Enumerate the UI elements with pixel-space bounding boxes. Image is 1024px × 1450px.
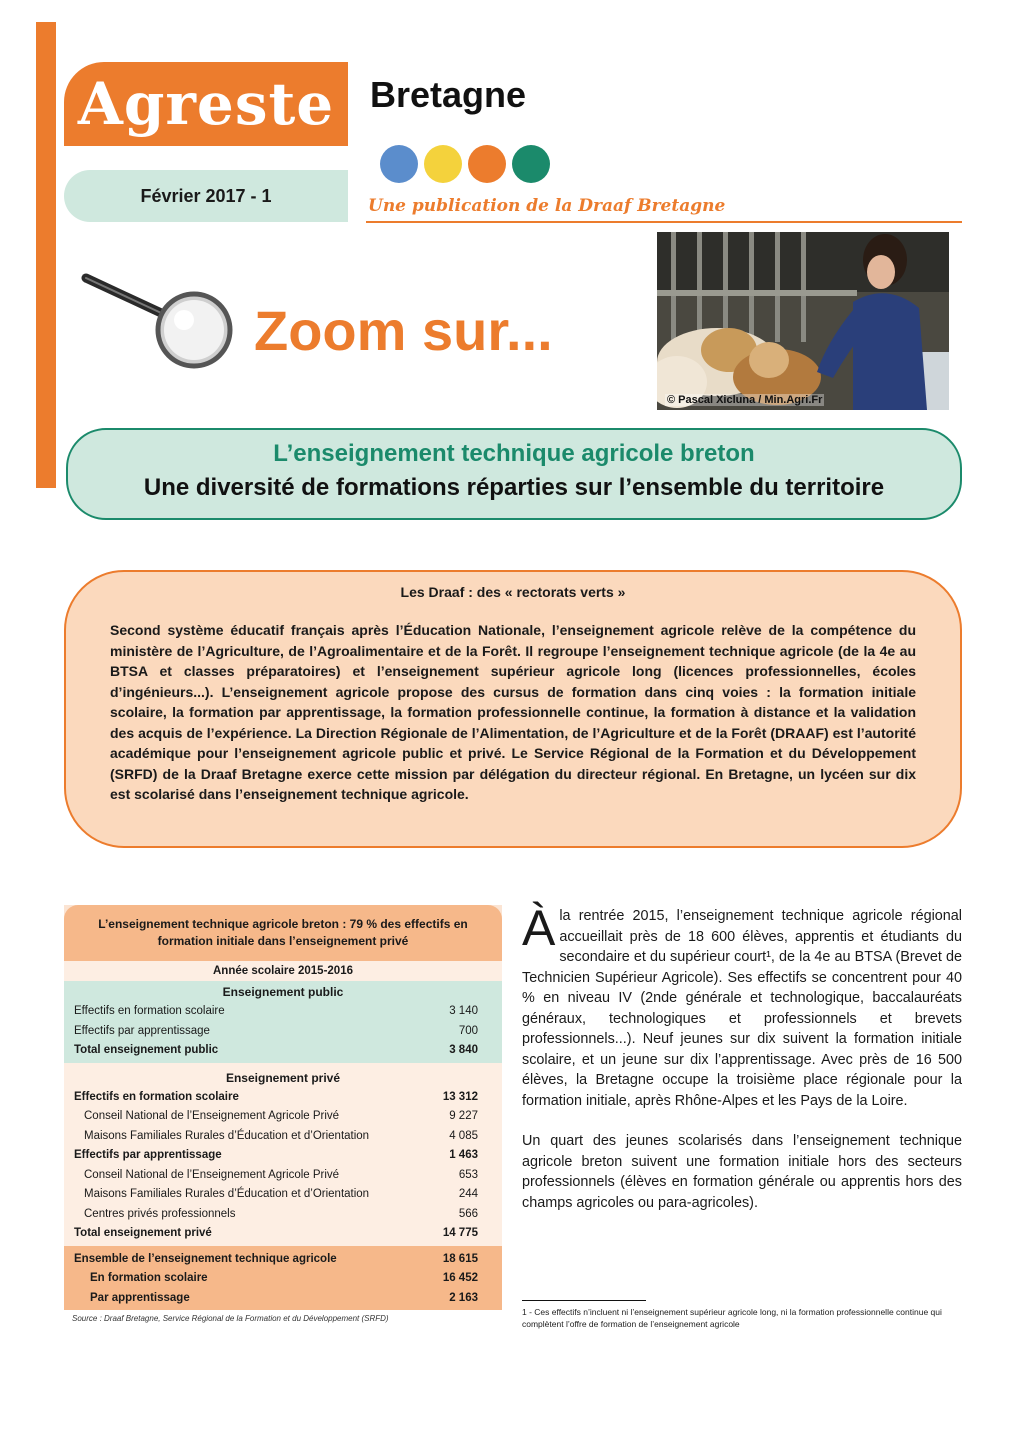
intro-box: [64, 570, 962, 848]
row-label: Maisons Familiales Rurales d’Éducation et d’Orientation: [84, 1188, 370, 1200]
row-label: Ensemble de l’enseignement technique agricole: [74, 1252, 337, 1265]
table-row: [64, 1166, 502, 1186]
table-row: [64, 1289, 502, 1309]
row-label: Effectifs par apprentissage: [74, 1024, 210, 1037]
table-row: [64, 1269, 502, 1289]
row-value: 700: [458, 1024, 478, 1037]
row-label: En formation scolaire: [90, 1272, 208, 1284]
row-value: 1 463: [449, 1149, 478, 1161]
agreste-logo: [64, 62, 348, 146]
row-value: 2 163: [449, 1291, 478, 1304]
logo-text: Agreste: [77, 70, 335, 138]
issue-date: [64, 170, 348, 222]
table-row: [64, 1088, 502, 1108]
issue-date-text: Février 2017 - 1: [140, 185, 272, 206]
row-label: Par apprentissage: [90, 1291, 190, 1304]
row-value: 244: [458, 1188, 478, 1200]
row-label: Effectifs en formation scolaire: [74, 1090, 239, 1103]
photo-illustration: [657, 232, 949, 410]
table-row: [64, 1022, 502, 1042]
row-label: Conseil National de l’Enseignement Agricole Privé: [84, 1110, 340, 1122]
table-row: [64, 1041, 502, 1061]
table-year: Année scolaire 2015-2016: [64, 961, 502, 981]
private-section: [64, 1063, 502, 1246]
table-row: [64, 1250, 502, 1270]
row-label: Centres privés professionnels: [84, 1207, 236, 1220]
green-dot-icon: [512, 145, 550, 183]
orange-dot-icon: [468, 145, 506, 183]
tagline-rule: [366, 221, 962, 223]
row-value: 3 840: [449, 1044, 478, 1056]
total-section: [64, 1246, 502, 1311]
row-value: 18 615: [442, 1252, 478, 1265]
row-label: Maisons Familiales Rurales d’Éducation et d’Orientation: [84, 1129, 370, 1142]
headline-line2: Une diversité de formations réparties sur l’ensemble du territoire: [143, 474, 885, 501]
headline-box: [66, 428, 962, 520]
row-value: 13 312: [442, 1090, 478, 1103]
table-row: [64, 1107, 502, 1127]
paragraph-1: la rentrée 2015, l’enseignement technique agricole régional accueillait près de 18 600 élèves, apprentis et étudiants du secondaire et du supérieur court¹, de la 4e au BTSA (Brevet de Technicien Supérieur Agricole). Ses effectifs se concentrent pour 40 % en niveau IV (2nde générale et technologique, baccalauréats généraux, technologiques et professionnels et brevets professionnels...). Neuf jeunes sur dix suivent la formation initiale scolaire, et un jeune sur dix l’apprentissage. Avec près de 16 500 élèves, la Bretagne occupe la troisième place régionale pour la formation initiale, après Rhône-Alpes et les Pays de la Loire.: [522, 908, 962, 1109]
table-row: [64, 1205, 502, 1225]
footnote-rule: [522, 1300, 646, 1301]
table-row: [64, 1146, 502, 1166]
row-label: Effectifs en formation scolaire: [74, 1005, 225, 1017]
table-row: [64, 1224, 502, 1244]
row-value: 3 140: [449, 1005, 478, 1017]
magnifier-icon: [80, 270, 240, 370]
row-label: Effectifs par apprentissage: [74, 1149, 222, 1161]
table-title: L’enseignement technique agricole breton : 79 % des effectifs en formation initiale dans l’enseignement privé: [64, 905, 502, 961]
headline-line1: L’enseignement technique agricole breton: [273, 440, 755, 467]
public-title: Enseignement public: [222, 985, 344, 999]
intro-body: Second système éducatif français après l’Éducation Nationale, l’enseignement agricole relève de la compétence du ministère de l’Agriculture, de l’Agroalimentaire et de la Forêt. Il regroupe l’enseignement technique agricole (de la 4e au BTSA et classes préparatoires) et l’enseignement supérieur agricole long (licences professionnelles, écoles d’ingénieurs...). L’enseignement agricole propose des cursus de formation dans cinq voies : la formation initiale scolaire, la formation par apprentissage, la formation professionnelle continue, la formation à distance et la validation des acquis de l’expérience. La Direction Régionale de l’Alimentation, de l’Agriculture et de la Forêt (DRAAF) est l’autorité académique pour l’enseignement agricole public et privé. Le Service Régional de la Formation et du Développement (SRFD) de la Draaf Bretagne exerce cette mission par délégation du directeur régional. En Bretagne, un lycéen sur dix est scolarisé dans l’enseignement technique agricole.: [110, 622, 916, 802]
private-title: Enseignement privé: [225, 1070, 341, 1085]
row-label: Conseil National de l’Enseignement Agricole Privé: [84, 1168, 340, 1181]
paragraph-2: Un quart des jeunes scolarisés dans l’enseignement technique agricole breton suivent une formation initiale hors des secteurs professionnels (élèves en formation générale ou apprentis hors des champs agricoles ou para-agricoles).: [522, 1133, 962, 1211]
intro-title: Les Draaf : des « rectorats verts »: [400, 584, 626, 600]
table-row: [64, 1002, 502, 1022]
drop-cap: À: [522, 900, 556, 956]
zoom-title: Zoom sur...: [254, 299, 553, 362]
table-source: Source : Draaf Bretagne, Service Régional de la Formation et du Développement (SRFD): [64, 1310, 502, 1326]
side-vertical-text: Agreste Bretagne - Février 2017 - 1: [8, 241, 17, 378]
table-row: [64, 1185, 502, 1205]
row-label: Total enseignement privé: [74, 1227, 212, 1239]
table-row: [64, 1127, 502, 1147]
yellow-dot-icon: [424, 145, 462, 183]
row-value: 16 452: [442, 1272, 478, 1284]
article-text: [522, 900, 962, 1213]
photo-credit: © Pascal Xicluna / Min.Agri.Fr: [667, 394, 823, 406]
row-value: 653: [458, 1168, 478, 1181]
stats-table: [64, 905, 502, 1326]
blue-dot-icon: [380, 145, 418, 183]
cow-barn-photo: [657, 232, 949, 410]
article-paragraph: [522, 900, 962, 1111]
row-value: 14 775: [442, 1227, 478, 1239]
side-band: [36, 22, 56, 488]
tagline: Une publication de la Draaf Bretagne: [368, 196, 726, 216]
color-dots: [380, 145, 550, 183]
footnote: 1 - Ces effectifs n’incluent ni l’enseignement supérieur agricole long, ni la formation professionnelle continue qui complètent l’offre de formation de l’enseignement agricole: [522, 1307, 942, 1329]
row-value: 9 227: [449, 1110, 478, 1122]
row-value: 566: [458, 1207, 478, 1220]
public-section: [64, 981, 502, 1063]
region-title: Bretagne: [370, 74, 527, 115]
row-label: Total enseignement public: [74, 1044, 219, 1056]
row-value: 4 085: [449, 1129, 478, 1142]
